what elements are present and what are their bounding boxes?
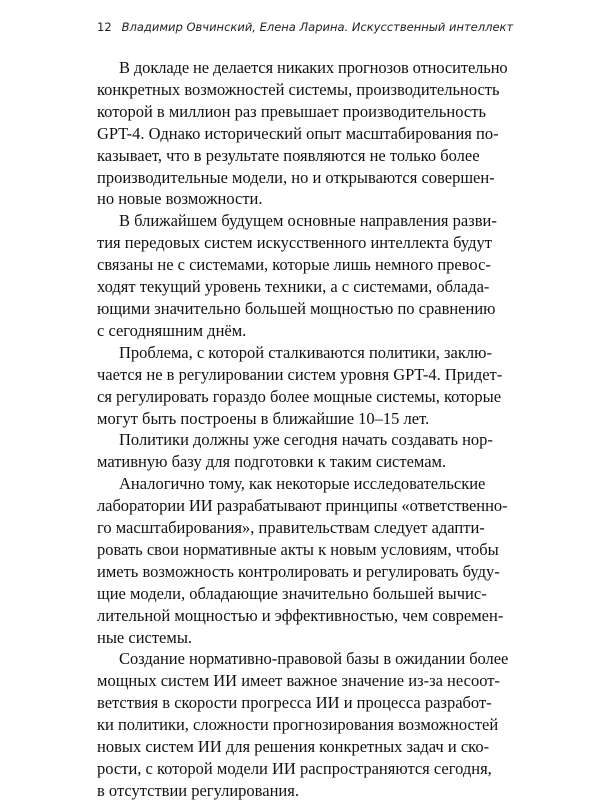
text-line: ки политики, сложности прогнозирования возможностей [97, 715, 499, 735]
text-line: щие модели, обладающие значительно большей вычис- [97, 583, 487, 603]
paragraph [97, 342, 508, 430]
text-line: связаны не с системами, которые лишь немного превос- [97, 255, 491, 275]
text-line: Создание нормативно-правовой базы в ожидании более [119, 649, 509, 669]
text-line: но новые возможности. [97, 189, 263, 209]
text-line: могут быть построены в ближайшие 10–15 лет. [97, 408, 430, 428]
text-line: конкретных возможностей системы, производительность [97, 79, 500, 99]
text-line: В докладе не делается никаких прогнозов относительно [119, 58, 508, 77]
text-line: ные системы. [97, 627, 193, 647]
running-title: Владимир Овчинский, Елена Ларина. Искусственный интеллект [121, 20, 514, 34]
text-line: казывает, что в результате появляются не только более [97, 145, 480, 165]
page-number: 12 [97, 20, 112, 34]
running-header [97, 20, 537, 34]
text-line: с сегодняшним днём. [97, 320, 247, 340]
text-line: Проблема, с которой сталкиваются политики, заклю- [119, 342, 492, 362]
body-text [97, 57, 508, 802]
text-line: го масштабирования», правительствам следует адапти- [97, 518, 485, 538]
text-line: в отсутствии регулирования. [97, 780, 299, 800]
text-line: Аналогично тому, как некоторые исследовательские [119, 474, 486, 494]
text-line: лительной мощностью и эффективностью, чем современ- [97, 605, 504, 625]
text-line: В ближайшем будущем основные направления разви- [119, 211, 497, 231]
text-line: лаборатории ИИ разрабатывают принципы «ответственно- [97, 496, 508, 516]
text-line: тия передовых систем искусственного интеллекта будут [97, 233, 492, 253]
text-line: которой в миллион раз превышает производительность [97, 101, 486, 121]
text-line: чается не в регулировании систем уровня GPT-4. Придет- [97, 364, 503, 384]
text-line: производительные модели, но и открываются совершен- [97, 167, 495, 187]
text-line: Политики должны уже сегодня начать создавать нор- [119, 430, 493, 450]
text-line: мативную базу для подготовки к таким системам. [97, 452, 447, 472]
paragraph [97, 473, 508, 648]
text-line: ходят текущий уровень техники, а с системами, облада- [97, 277, 490, 297]
paragraph [97, 57, 508, 210]
text-line: ровать свои нормативные акты к новым условиям, чтобы [97, 539, 499, 559]
text-line: ющими значительно большей мощностью по сравнению [97, 298, 496, 318]
text-line: новых систем ИИ для решения конкретных задач и ско- [97, 737, 490, 757]
paragraph [97, 429, 508, 473]
paragraph [97, 210, 508, 341]
text-line: ветствия в скорости прогресса ИИ и процесса разработ- [97, 693, 492, 713]
text-line: мощных систем ИИ имеет важное значение из-за несоот- [97, 671, 500, 691]
paragraph [97, 648, 508, 801]
text-line: рости, с которой модели ИИ распространяются сегодня, [97, 759, 492, 778]
text-line: иметь возможность контролировать и регулировать буду- [97, 561, 500, 581]
text-line: ся регулировать гораздо более мощные системы, которые [97, 386, 502, 406]
text-line: GPT-4. Однако исторический опыт масштабирования по- [97, 123, 499, 143]
